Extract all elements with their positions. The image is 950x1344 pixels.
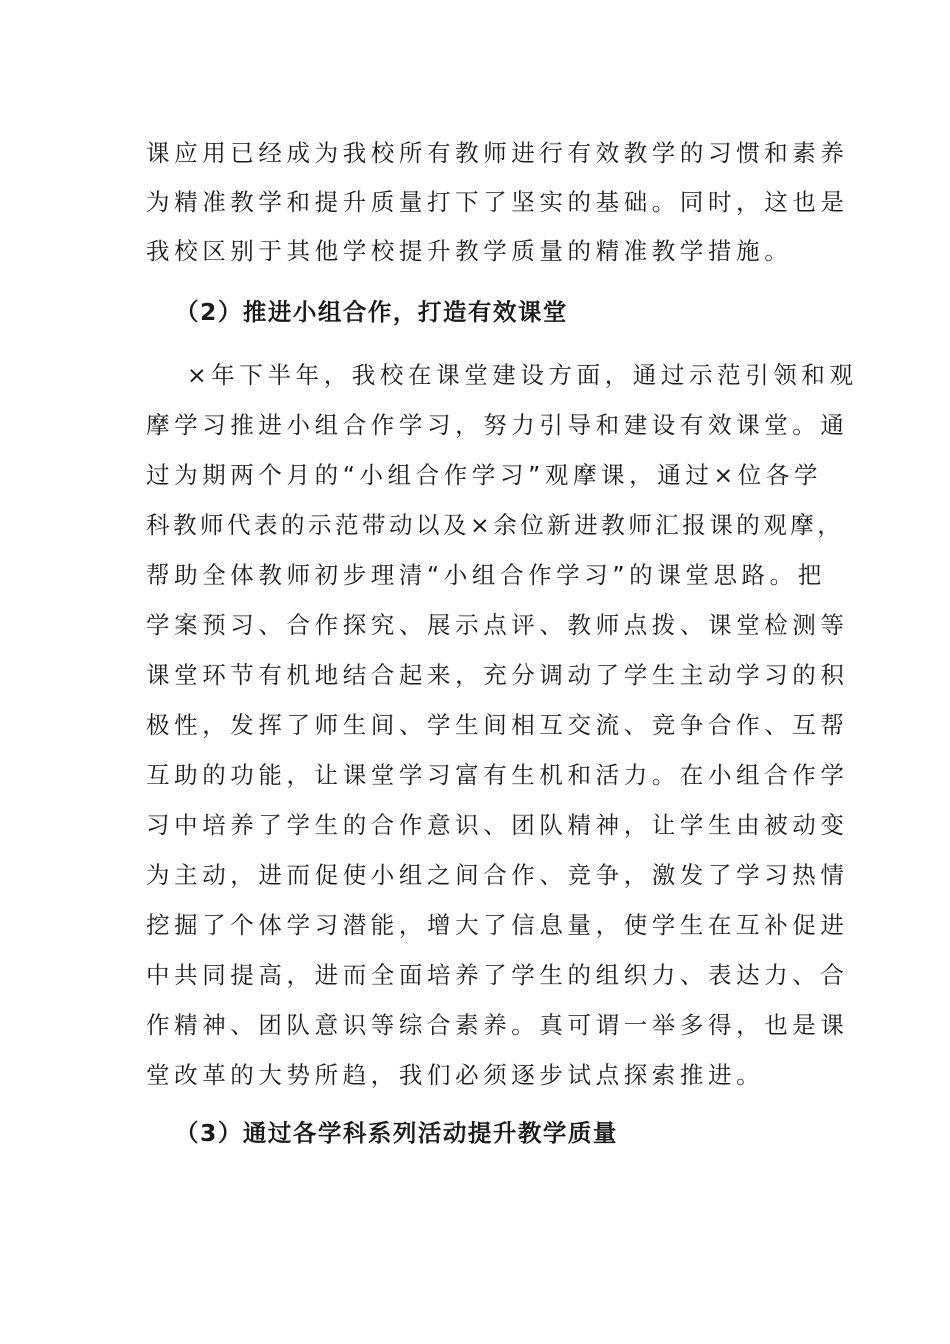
paragraph-line: ×年下半年，我校在课堂建设方面，通过示范引领和观 <box>187 361 858 389</box>
paragraph-line: 科教师代表的示范带动以及×余位新进教师汇报课的观摩， <box>146 511 845 539</box>
paragraph-line: 习中培养了学生的合作意识、团队精神，让学生由被动变 <box>146 811 849 839</box>
paragraph-line: 作精神、团队意识等综合素养。真可谓一举多得，也是课 <box>146 1011 849 1039</box>
paragraph-line: 互助的功能，让课堂学习富有生机和活力。在小组合作学 <box>146 761 849 789</box>
paragraph-line: 课堂环节有机地结合起来，充分调动了学生主动学习的积 <box>146 661 849 689</box>
paragraph-line: 极性，发挥了师生间、学生间相互交流、竞争合作、互帮 <box>146 711 849 739</box>
section-heading: （2）推进小组合作，打造有效课堂 <box>175 298 568 326</box>
paragraph-line: 摩学习推进小组合作学习，努力引导和建设有效课堂。通 <box>146 411 849 439</box>
section-heading: （3）通过各学科系列活动提升教学质量 <box>175 1119 618 1147</box>
paragraph-line: 课应用已经成为我校所有教师进行有效教学的习惯和素养 <box>146 139 849 167</box>
paragraph-line: 中共同提高，进而全面培养了学生的组织力、表达力、合 <box>146 961 849 989</box>
paragraph-line: 挖掘了个体学习潜能，增大了信息量，使学生在互补促进 <box>146 911 849 939</box>
paragraph-line: 帮助全体教师初步理清“小组合作学习”的课堂思路。把 <box>146 561 826 589</box>
paragraph-line: 为精准教学和提升质量打下了坚实的基础。同时，这也是 <box>146 188 849 216</box>
paragraph-line: 堂改革的大势所趋，我们必须逐步试点探索推进。 <box>146 1061 765 1089</box>
paragraph-line: 学案预习、合作探究、展示点评、教师点拨、课堂检测等 <box>146 611 849 639</box>
paragraph-line: 为主动，进而促使小组之间合作、竞争，激发了学习热情 <box>146 861 849 889</box>
paragraph-line: 我校区别于其他学校提升教学质量的精准教学措施。 <box>146 237 793 265</box>
paragraph-line: 过为期两个月的“小组合作学习”观摩课，通过×位各学 <box>146 461 823 489</box>
